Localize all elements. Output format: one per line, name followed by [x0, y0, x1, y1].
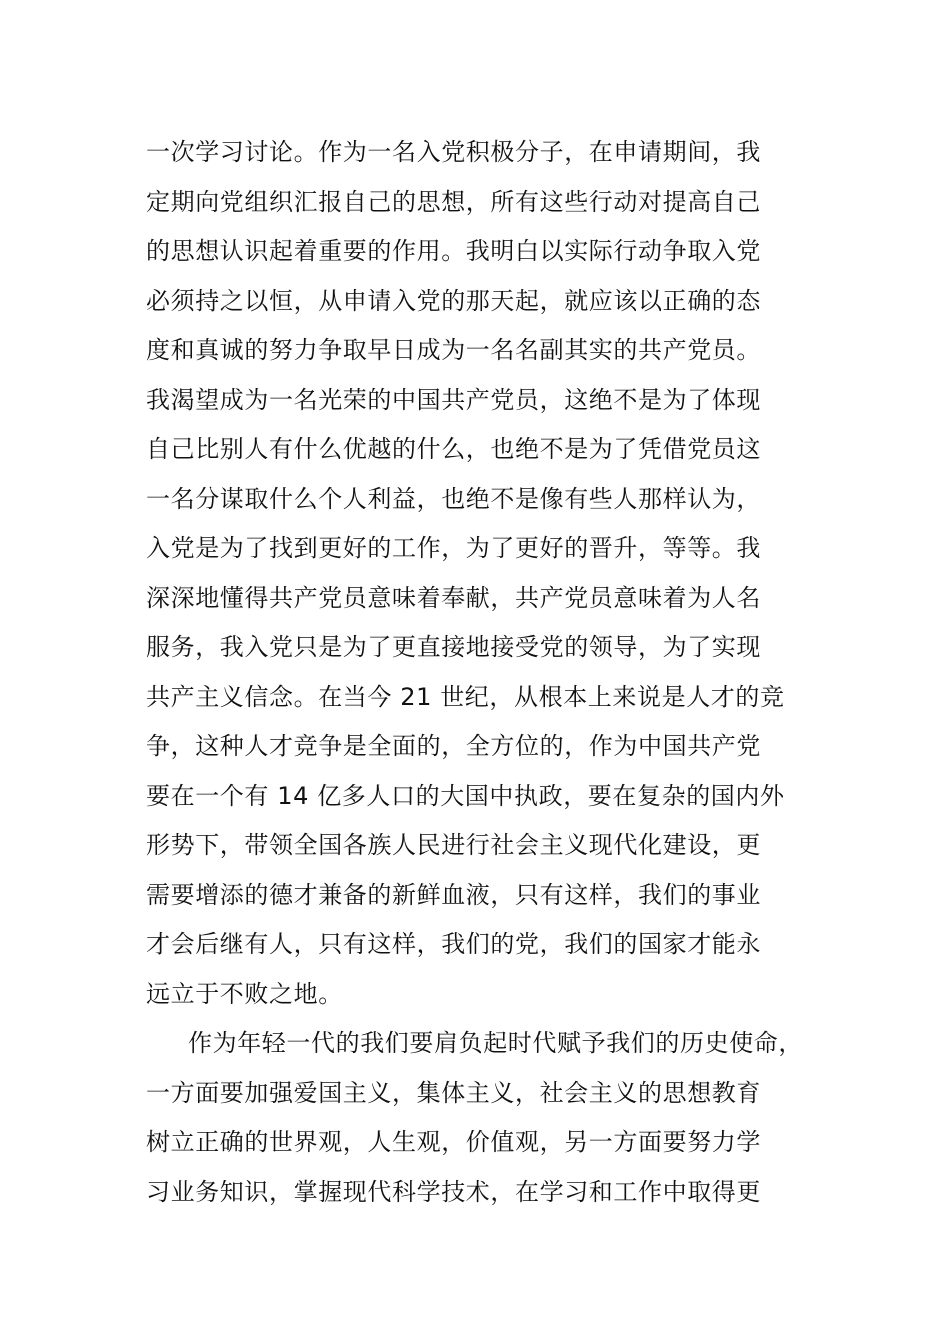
text-line: 树立正确的世界观，人生观，价值观，另一方面要努力学 — [146, 1128, 761, 1156]
document-body — [146, 128, 836, 1217]
text-line: 深深地懂得共产党员意味着奉献，共产党员意味着为人名 — [146, 583, 761, 612]
text-line: 我渴望成为一名光荣的中国共产党员，这绝不是为了体现 — [146, 385, 761, 414]
text-line: 自己比别人有什么优越的什么，也绝不是为了凭借党员这 — [146, 435, 761, 463]
text-line: 才会后继有人，只有这样，我们的党，我们的国家才能永 — [146, 930, 761, 958]
text-line: 一方面要加强爱国主义，集体主义，社会主义的思想教育 — [146, 1078, 761, 1107]
text-line: 入党是为了找到更好的工作，为了更好的晋升，等等。我 — [146, 534, 761, 562]
text-line: 必须持之以恒，从申请入党的那天起，就应该以正确的态 — [146, 286, 761, 315]
text-line: 需要增添的德才兼备的新鲜血液，只有这样，我们的事业 — [146, 880, 761, 909]
text-line: 一次学习讨论。作为一名入党积极分子，在申请期间，我 — [146, 138, 761, 166]
text-line: 远立于不败之地。 — [146, 979, 343, 1008]
text-line: 服务，我入党只是为了更直接地接受党的领导，为了实现 — [146, 633, 761, 661]
text-line: 习业务知识，掌握现代科学技术，在学习和工作中取得更 — [146, 1177, 761, 1206]
text-line: 要在一个有 14 亿多人口的大国中执政，要在复杂的国内外 — [146, 781, 785, 810]
text-line: 争，这种人才竞争是全面的，全方位的，作为中国共产党 — [146, 732, 761, 760]
text-line: 一名分谋取什么个人利益，也绝不是像有些人那样认为， — [146, 484, 761, 513]
text-line: 定期向党组织汇报自己的思想，所有这些行动对提高自己 — [146, 187, 761, 216]
text-line: 共产主义信念。在当今 21 世纪，从根本上来说是人才的竞 — [146, 682, 785, 711]
text-line: 度和真诚的努力争取早日成为一名名副其实的共产党员。 — [146, 336, 761, 364]
text-line: 的思想认识起着重要的作用。我明白以实际行动争取入党 — [146, 237, 761, 265]
text-line: 形势下，带领全国各族人民进行社会主义现代化建设，更 — [146, 831, 761, 859]
paragraph-start-line: 作为年轻一代的我们要肩负起时代赋予我们的历史使命， — [188, 1029, 803, 1057]
